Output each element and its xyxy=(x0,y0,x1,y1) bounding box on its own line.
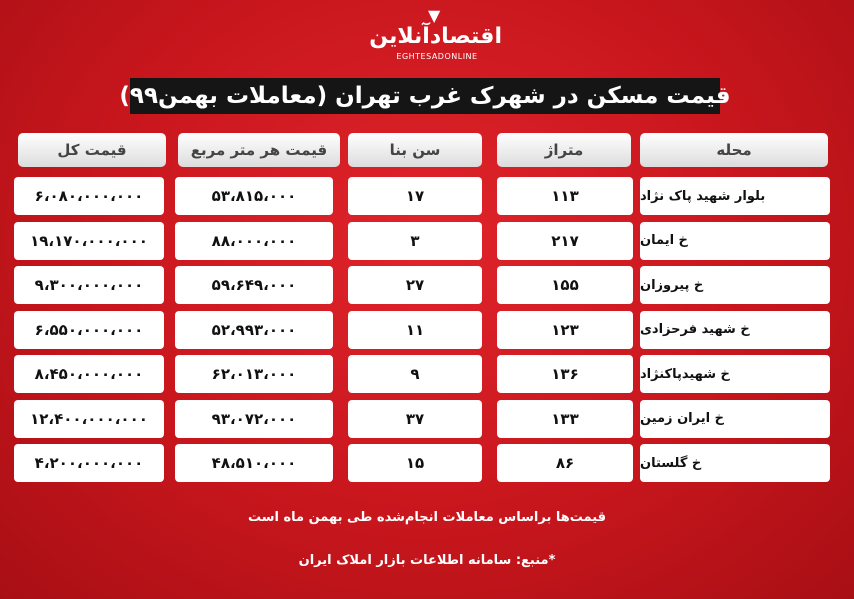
cell-area: ۸۶ xyxy=(497,444,633,482)
logo-triangle-icon: ▼ xyxy=(428,6,441,25)
cell-age: ۱۵ xyxy=(348,444,482,482)
logo-latin: EGHTESADONLINE xyxy=(396,52,478,61)
cell-area: ۱۳۳ xyxy=(497,400,633,438)
header-age: سن بنا xyxy=(348,133,482,167)
cell-neighborhood: بلوار شهید پاک نژاد xyxy=(640,177,830,215)
cell-area: ۱۳۶ xyxy=(497,355,633,393)
footnote: قیمت‌ها براساس معاملات انجام‌شده طی بهمن ماه است xyxy=(247,510,607,525)
source-note: *منبع: سامانه اطلاعات بازار املاک ایران xyxy=(298,553,556,568)
cell-area: ۱۱۳ xyxy=(497,177,633,215)
cell-total-price: ۱۹،۱۷۰،۰۰۰،۰۰۰ xyxy=(14,222,164,260)
header-area: متراژ xyxy=(497,133,631,167)
header-total-price: قیمت کل xyxy=(18,133,166,167)
cell-area: ۲۱۷ xyxy=(497,222,633,260)
cell-neighborhood: خ ایمان xyxy=(640,222,830,260)
cell-total-price: ۴،۲۰۰،۰۰۰،۰۰۰ xyxy=(14,444,164,482)
cell-price-per-meter: ۵۹،۶۴۹،۰۰۰ xyxy=(175,266,333,304)
header-neighborhood: محله xyxy=(640,133,828,167)
cell-age: ۱۷ xyxy=(348,177,482,215)
cell-age: ۹ xyxy=(348,355,482,393)
header-price-per-meter: قیمت هر متر مربع xyxy=(178,133,340,167)
cell-price-per-meter: ۴۸،۵۱۰،۰۰۰ xyxy=(175,444,333,482)
cell-age: ۳۷ xyxy=(348,400,482,438)
cell-price-per-meter: ۵۳،۸۱۵،۰۰۰ xyxy=(175,177,333,215)
cell-total-price: ۸،۴۵۰،۰۰۰،۰۰۰ xyxy=(14,355,164,393)
cell-price-per-meter: ۵۲،۹۹۳،۰۰۰ xyxy=(175,311,333,349)
cell-age: ۲۷ xyxy=(348,266,482,304)
cell-age: ۱۱ xyxy=(348,311,482,349)
cell-neighborhood: خ شهیدپاکنژاد xyxy=(640,355,830,393)
cell-price-per-meter: ۹۳،۰۷۲،۰۰۰ xyxy=(175,400,333,438)
cell-neighborhood: خ ایران زمین xyxy=(640,400,830,438)
cell-price-per-meter: ۶۲،۰۱۳،۰۰۰ xyxy=(175,355,333,393)
cell-total-price: ۹،۳۰۰،۰۰۰،۰۰۰ xyxy=(14,266,164,304)
cell-age: ۳ xyxy=(348,222,482,260)
cell-neighborhood: خ پیروزان xyxy=(640,266,830,304)
logo-name: اقتصادآنلاین xyxy=(369,24,502,49)
cell-area: ۱۲۳ xyxy=(497,311,633,349)
cell-neighborhood: خ شهید فرحزادی xyxy=(640,311,830,349)
cell-total-price: ۶،۵۵۰،۰۰۰،۰۰۰ xyxy=(14,311,164,349)
brand-logo xyxy=(369,6,502,66)
page-title: قیمت مسکن در شهرک غرب تهران (معاملات بهمن۹۹) xyxy=(130,78,720,114)
cell-total-price: ۱۲،۴۰۰،۰۰۰،۰۰۰ xyxy=(14,400,164,438)
cell-price-per-meter: ۸۸،۰۰۰،۰۰۰ xyxy=(175,222,333,260)
cell-area: ۱۵۵ xyxy=(497,266,633,304)
cell-total-price: ۶،۰۸۰،۰۰۰،۰۰۰ xyxy=(14,177,164,215)
cell-neighborhood: خ گلستان xyxy=(640,444,830,482)
